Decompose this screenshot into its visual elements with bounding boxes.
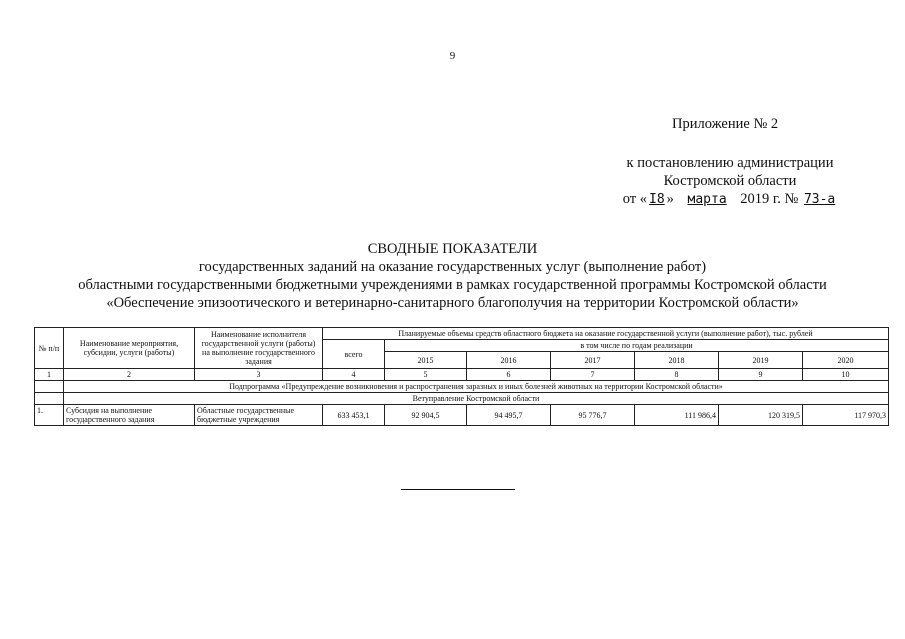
header-name: Наименование мероприятия, субсидии, услуги (работы) (64, 328, 195, 369)
row-no: 1. (35, 405, 64, 426)
year-cell: 2019 (719, 352, 803, 369)
year-cell: 2015 (385, 352, 467, 369)
col-number: 9 (719, 369, 803, 381)
closing-separator-line (401, 489, 515, 490)
header-no: № п/п (35, 328, 64, 369)
appendix-title: Приложение № 2 (672, 116, 779, 132)
row-value: 94 495,7 (467, 405, 551, 426)
decree-line-2: Костромской области (663, 173, 797, 189)
decree-reference (600, 154, 860, 209)
heading-line-2: областными государственными бюджетными учреждениями в рамках государственной программы Костромской области (78, 277, 827, 293)
decree-date-line (600, 190, 860, 209)
year-cell: 2018 (635, 352, 719, 369)
row-value: 95 776,7 (551, 405, 635, 426)
date-prefix: от « (622, 191, 647, 207)
col-number: 1 (35, 369, 64, 381)
table-row (35, 405, 889, 426)
row-total: 633 453,1 (323, 405, 385, 426)
header-planned: Планируемые объемы средств областного бюджета на оказание государственной услуги (выполнение работ), тыс. рублей (323, 328, 889, 340)
subprogram-title: Подпрограмма «Предупреждение возникновения и распространения заразных и иных болезней животных на территории Костромской области» (64, 381, 889, 393)
heading-line-1: государственных заданий на оказание государственных услуг (выполнение работ) (198, 259, 707, 275)
indicators-table (34, 327, 889, 426)
decree-line-1: к постановлению администрации (626, 155, 834, 171)
date-mid: » (666, 191, 674, 207)
row-value: 111 986,4 (635, 405, 719, 426)
header-row-1 (35, 328, 889, 340)
subprogram-row (35, 381, 889, 393)
header-total: всего (323, 340, 385, 369)
col-number: 4 (323, 369, 385, 381)
year-cell: 2017 (551, 352, 635, 369)
year-cell: 2016 (467, 352, 551, 369)
col-number: 8 (635, 369, 719, 381)
decree-number: 73-а (803, 192, 836, 207)
heading-line-3: «Обеспечение эпизоотического и ветеринарно-санитарного благополучия на территории Костромской области» (106, 295, 799, 311)
row-value: 117 970,3 (803, 405, 889, 426)
year-cell: 2020 (803, 352, 889, 369)
col-number: 3 (195, 369, 323, 381)
row-name: Субсидия на выполнение государственного задания (64, 405, 195, 426)
page-number: 9 (449, 50, 456, 62)
document-heading (40, 240, 865, 312)
col-number: 6 (467, 369, 551, 381)
col-number: 10 (803, 369, 889, 381)
decree-day: I8 (649, 192, 665, 207)
heading-title: СВОДНЫЕ ПОКАЗАТЕЛИ (367, 241, 538, 257)
department-title: Ветуправление Костромской области (64, 393, 889, 405)
row-executor: Областные государственные бюджетные учреждения (195, 405, 323, 426)
department-row (35, 393, 889, 405)
column-number-row (35, 369, 889, 381)
decree-month: марта (687, 192, 727, 207)
col-number: 7 (551, 369, 635, 381)
row-value: 92 904,5 (385, 405, 467, 426)
col-number: 5 (385, 369, 467, 381)
header-executor: Наименование исполнителя государственной услуги (работы) на выполнение государственного задания (195, 328, 323, 369)
decree-year: 2019 г. № (740, 191, 799, 207)
row-value: 120 319,5 (719, 405, 803, 426)
col-number: 2 (64, 369, 195, 381)
header-years: в том числе по годам реализации (385, 340, 889, 352)
